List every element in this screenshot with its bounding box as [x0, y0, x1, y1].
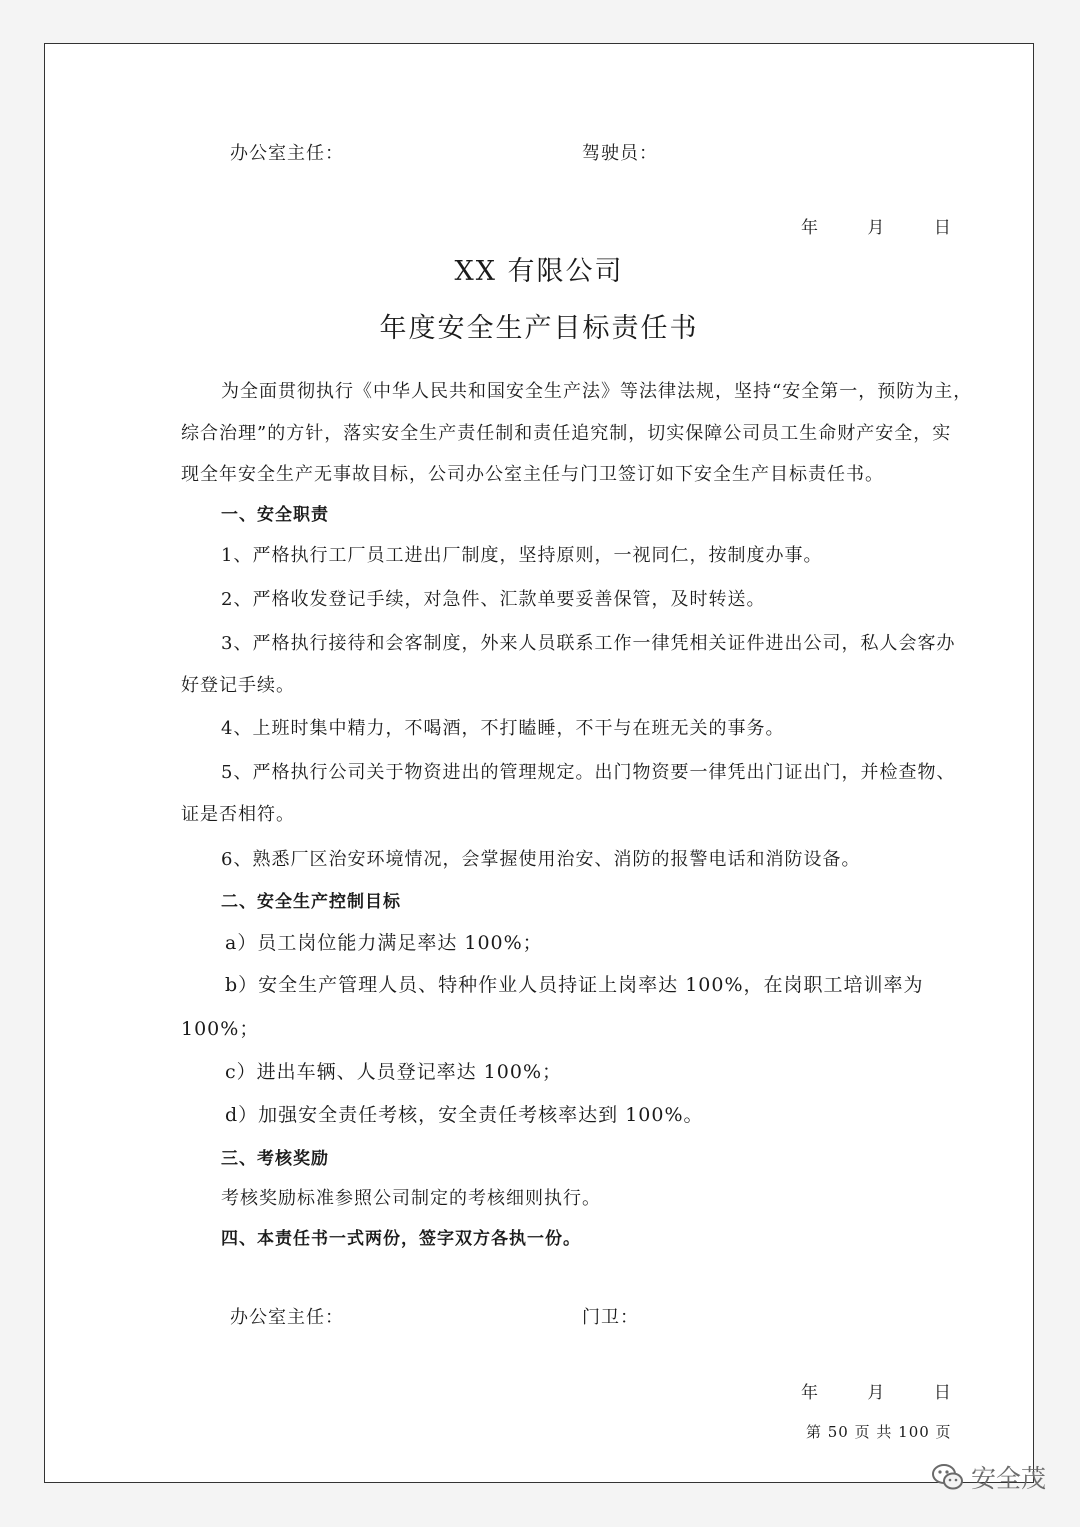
target-c: c）进出车辆、人员登记率达 100%； [225, 1061, 563, 1083]
driver-label: 驾驶员： [582, 143, 658, 164]
duty-item-4: 4、上班时集中精力，不喝酒，不打瞌睡，不干与在班无关的事务。 [221, 718, 785, 739]
date-top [801, 213, 951, 238]
intro-line-2: 综合治理”的方针，落实安全生产责任制和责任追究制，切实保障公司员工生命财产安全，实 [181, 423, 952, 444]
date-day: 日 [933, 1383, 951, 1403]
date-year: 年 [801, 1383, 818, 1403]
intro-line-1: 为全面贯彻执行《中华人民共和国安全生产法》等法律法规，坚持“安全第一，预防为主， [221, 381, 973, 402]
duty-item-2: 2、严格收发登记手续，对急件、汇款单要妥善保管，及时转送。 [221, 589, 766, 610]
office-director-label-bottom: 办公室主任： [230, 1307, 344, 1328]
section-heading-copies: 四、本责任书一式两份，签字双方各执一份。 [221, 1229, 581, 1249]
company-title: XX 有限公司 [454, 256, 624, 287]
duty-item-6: 6、熟悉厂区治安环境情况，会掌握使用治安、消防的报警电话和消防设备。 [221, 849, 861, 870]
section-heading-assessment: 三、考核奖励 [221, 1149, 329, 1169]
target-b-line-2: 100%； [181, 1018, 260, 1040]
section-heading-duties: 一、安全职责 [221, 505, 329, 525]
intro-line-3: 现全年安全生产无事故目标，公司办公室主任与门卫签订如下安全生产目标责任书。 [181, 464, 884, 485]
gatekeeper-label: 门卫： [582, 1307, 639, 1328]
duty-item-3-line-1: 3、严格执行接待和会客制度，外来人员联系工作一律凭相关证件进出公司，私人会客办 [221, 633, 956, 654]
watermark-text: 安全茂 [970, 1464, 1046, 1493]
duty-item-3-line-2: 好登记手续。 [181, 675, 295, 696]
date-year: 年 [801, 218, 818, 238]
target-a: a）员工岗位能力满足率达 100%； [225, 932, 543, 954]
date-bottom [801, 1378, 951, 1403]
date-month: 月 [867, 218, 885, 238]
duty-item-1: 1、严格执行工厂员工进出厂制度，坚持原则，一视同仁，按制度办事。 [221, 545, 823, 566]
office-director-label-top: 办公室主任： [230, 143, 344, 164]
wechat-icon [931, 1462, 965, 1492]
target-b-line-1: b）安全生产管理人员、特种作业人员持证上岗率达 100%，在岗职工培训率为 [225, 974, 924, 996]
document-page [44, 43, 1034, 1483]
date-month: 月 [867, 1383, 885, 1403]
page-number: 第 50 页 共 100 页 [806, 1423, 952, 1441]
target-d: d）加强安全责任考核，安全责任考核率达到 100%。 [225, 1104, 704, 1126]
duty-item-5-line-1: 5、严格执行公司关于物资进出的管理规定。出门物资要一律凭出门证出门，并检查物、 [221, 762, 956, 783]
section-heading-targets: 二、安全生产控制目标 [221, 892, 401, 912]
duty-item-5-line-2: 证是否相符。 [181, 804, 295, 825]
assessment-text: 考核奖励标准参照公司制定的考核细则执行。 [221, 1188, 601, 1209]
watermark [931, 1459, 1046, 1495]
date-day: 日 [933, 218, 951, 238]
document-title: 年度安全生产目标责任书 [379, 313, 699, 344]
